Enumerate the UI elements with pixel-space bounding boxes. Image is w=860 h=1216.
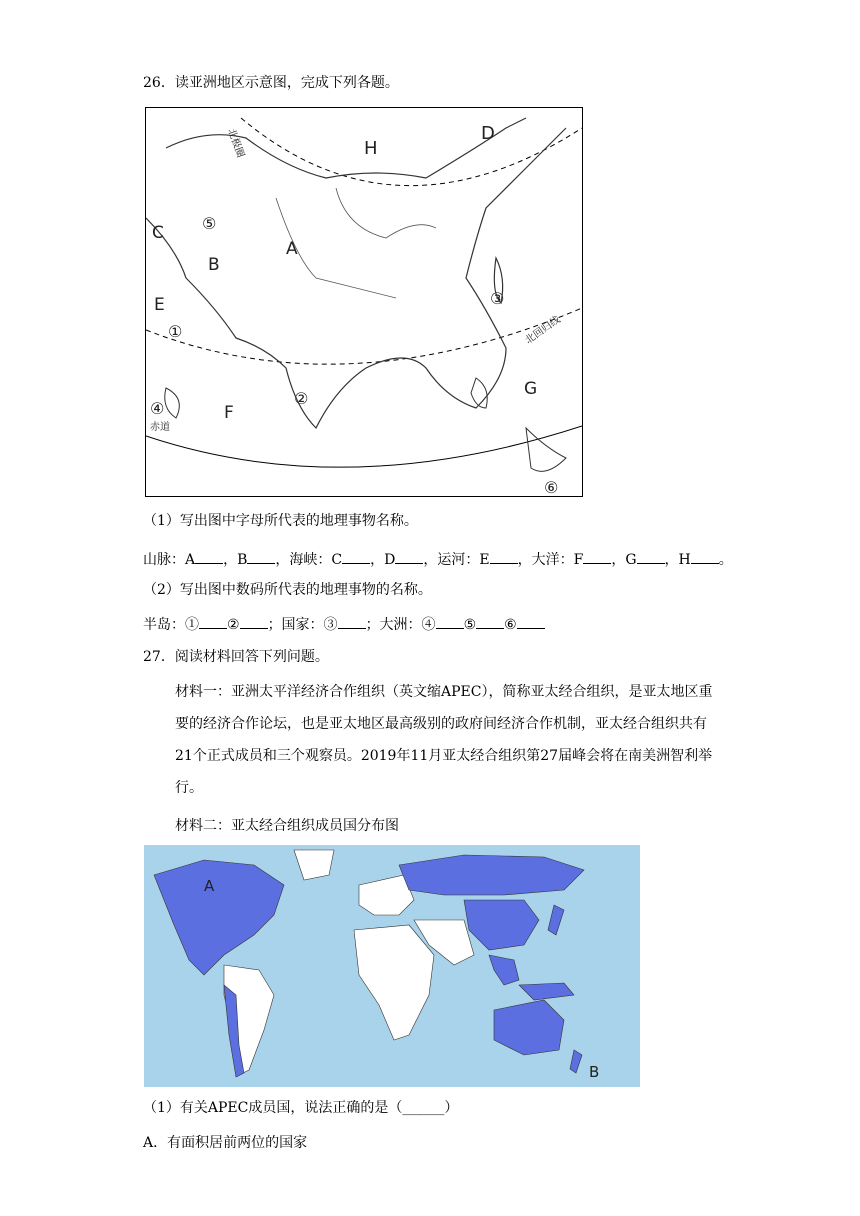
label-6: ⑥ bbox=[544, 478, 559, 496]
label-A: A bbox=[286, 239, 298, 259]
blank-C[interactable] bbox=[342, 549, 370, 564]
q27-option-a: A．有面积居前两位的国家 bbox=[143, 1135, 308, 1151]
q26-sub2: （2）写出图中数码所代表的地理事物的名称。 bbox=[143, 582, 432, 598]
label-5: ⑤ bbox=[202, 214, 217, 233]
blank-D[interactable] bbox=[395, 549, 423, 564]
label-F: F bbox=[224, 403, 234, 423]
label-4: ④ bbox=[150, 399, 165, 418]
blank-E[interactable] bbox=[490, 549, 518, 564]
blank-H[interactable] bbox=[691, 549, 719, 564]
apec-map-drawing bbox=[144, 845, 640, 1087]
q27-title: 27．阅读材料回答下列问题。 bbox=[143, 649, 329, 665]
label-H: H bbox=[364, 138, 378, 159]
blank-B[interactable] bbox=[247, 549, 275, 564]
blank-G[interactable] bbox=[637, 549, 665, 564]
blank-F[interactable] bbox=[583, 549, 611, 564]
blank-4[interactable] bbox=[436, 614, 464, 629]
asia-map-drawing bbox=[146, 108, 582, 496]
q27-material2: 材料二：亚太经合组织成员国分布图 bbox=[175, 818, 399, 834]
label-E: E bbox=[154, 295, 165, 315]
asia-map bbox=[145, 107, 583, 497]
label-map-B: B bbox=[589, 1063, 600, 1081]
label-map-A: A bbox=[204, 877, 215, 895]
q27-sub1: （1）有关APEC成员国，说法正确的是（______） bbox=[143, 1100, 459, 1116]
label-tropic: 北回归线 bbox=[523, 314, 563, 347]
label-D: D bbox=[481, 123, 495, 144]
q26-title: 26．读亚洲地区示意图，完成下列各题。 bbox=[143, 75, 399, 91]
q26-sub1-fill: 山脉：A ，B ，海峡：C ，D ，运河：E ，大洋：F ，G ，H 。 bbox=[143, 549, 733, 570]
label-B: B bbox=[208, 255, 220, 275]
blank-5[interactable] bbox=[476, 614, 504, 629]
q27-material1: 材料一：亚洲太平洋经济合作组织（英文缩APEC），简称亚太经合组织，是亚太地区重要的经济合作论坛，也是亚太地区最高级别的政府间经济合作机制，亚太经合组织共有21个正式成员和三个观察员。2019年11月亚太经合组织第27届峰会将在南美洲智利举行。 bbox=[175, 684, 713, 796]
apec-map bbox=[144, 845, 640, 1087]
blank-6[interactable] bbox=[517, 614, 545, 629]
label-3: ③ bbox=[490, 289, 505, 308]
label-arctic-circle: 北极圈 bbox=[225, 127, 246, 160]
q26-sub1: （1）写出图中字母所代表的地理事物名称。 bbox=[143, 513, 418, 529]
blank-1[interactable] bbox=[199, 614, 227, 629]
blank-A[interactable] bbox=[195, 549, 223, 564]
label-G: G bbox=[524, 379, 538, 399]
blank-2[interactable] bbox=[240, 614, 268, 629]
label-2: ② bbox=[294, 389, 309, 408]
label-equator: 赤道 bbox=[150, 422, 170, 433]
label-1: ① bbox=[168, 322, 183, 341]
q26-sub2-fill: 半岛：① ② ；国家：③ ；大洲：④ ⑤ ⑥ bbox=[143, 614, 545, 635]
label-C: C bbox=[152, 223, 164, 243]
blank-3[interactable] bbox=[338, 614, 366, 629]
